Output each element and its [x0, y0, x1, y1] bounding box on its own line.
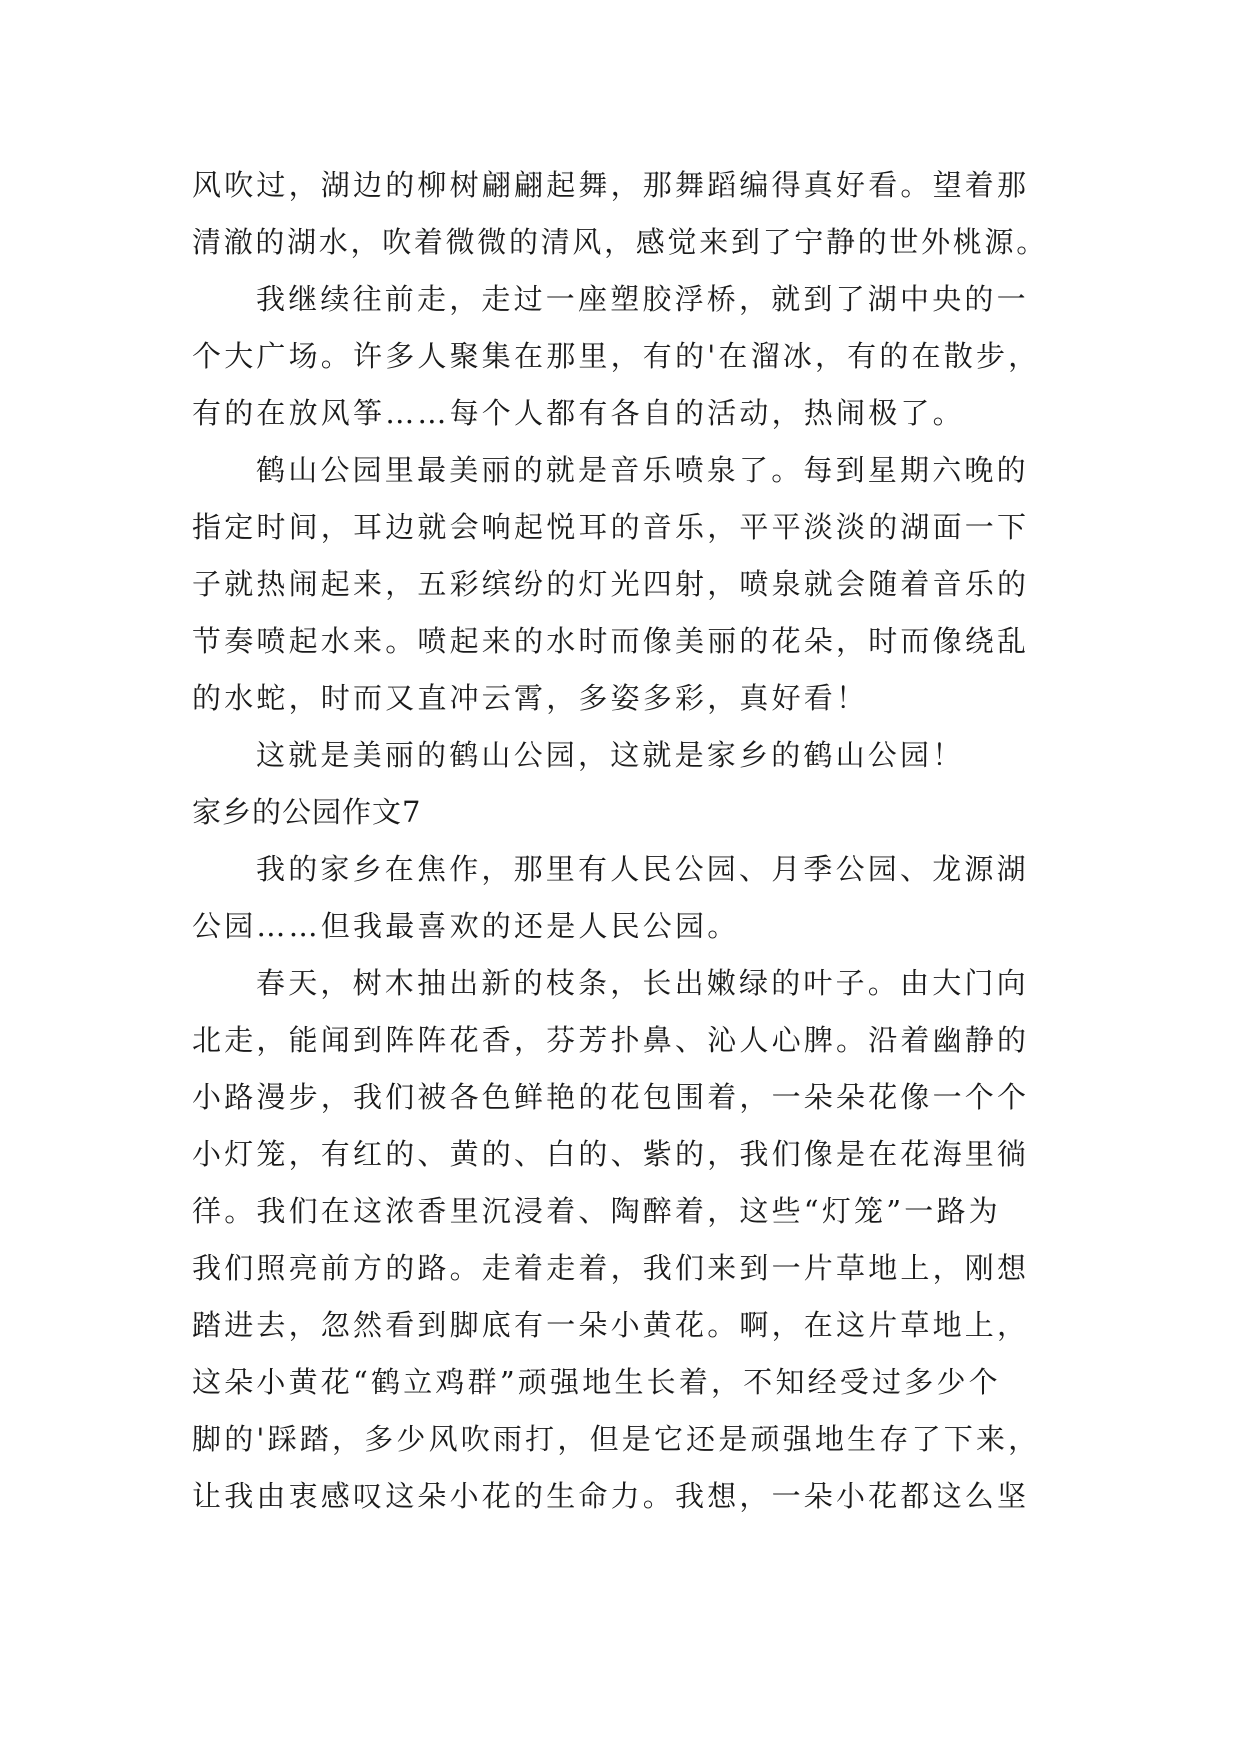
paragraph-first-line: 春天，树木抽出新的枝条，长出嫩绿的叶子。由大门向: [256, 966, 1029, 1000]
section-heading: 家乡的公园作文7: [192, 795, 422, 829]
text-line: 风吹过，湖边的柳树翩翩起舞，那舞蹈编得真好看。望着那: [192, 168, 1030, 202]
text-line: 踏进去，忽然看到脚底有一朵小黄花。啊，在这片草地上，: [192, 1308, 1030, 1342]
text-line: 北走，能闻到阵阵花香，芬芳扑鼻、沁人心脾。沿着幽静的: [192, 1023, 1030, 1057]
text-line: 指定时间，耳边就会响起悦耳的音乐，平平淡淡的湖面一下: [192, 510, 1030, 544]
text-line: 的水蛇，时而又直冲云霄，多姿多彩，真好看！: [192, 681, 869, 715]
text-line: 清澈的湖水，吹着微微的清风，感觉来到了宁静的世外桃源。: [192, 225, 1048, 259]
text-line: 有的在放风筝……每个人都有各自的活动，热闹极了。: [192, 396, 965, 430]
text-line: 脚的'踩踏，多少风吹雨打，但是它还是顽强地生存了下来，: [192, 1422, 1041, 1456]
text-line: 徉。我们在这浓香里沉浸着、陶醉着，这些“灯笼”一路为: [192, 1194, 1001, 1228]
paragraph-first-line: 这就是美丽的鹤山公园，这就是家乡的鹤山公园！: [256, 738, 965, 772]
text-line: 节奏喷起水来。喷起来的水时而像美丽的花朵，时而像绕乱: [192, 624, 1030, 658]
paragraph-first-line: 我继续往前走，走过一座塑胶浮桥，就到了湖中央的一: [256, 282, 1029, 316]
text-line: 让我由衷感叹这朵小花的生命力。我想，一朵小花都这么坚: [192, 1479, 1030, 1513]
paragraph-first-line: 鹤山公园里最美丽的就是音乐喷泉了。每到星期六晚的: [256, 453, 1029, 487]
text-line: 子就热闹起来，五彩缤纷的灯光四射，喷泉就会随着音乐的: [192, 567, 1030, 601]
text-line: 小灯笼，有红的、黄的、白的、紫的，我们像是在花海里徜: [192, 1137, 1030, 1171]
text-line: 我们照亮前方的路。走着走着，我们来到一片草地上，刚想: [192, 1251, 1030, 1285]
text-line: 小路漫步，我们被各色鲜艳的花包围着，一朵朵花像一个个: [192, 1080, 1030, 1114]
text-line: 这朵小黄花“鹤立鸡群”顽强地生长着，不知经受过多少个: [192, 1365, 1001, 1399]
paragraph-first-line: 我的家乡在焦作，那里有人民公园、月季公园、龙源湖: [256, 852, 1029, 886]
text-line: 公园……但我最喜欢的还是人民公园。: [192, 909, 740, 943]
text-line: 个大广场。许多人聚集在那里，有的'在溜冰，有的在散步，: [192, 339, 1041, 373]
